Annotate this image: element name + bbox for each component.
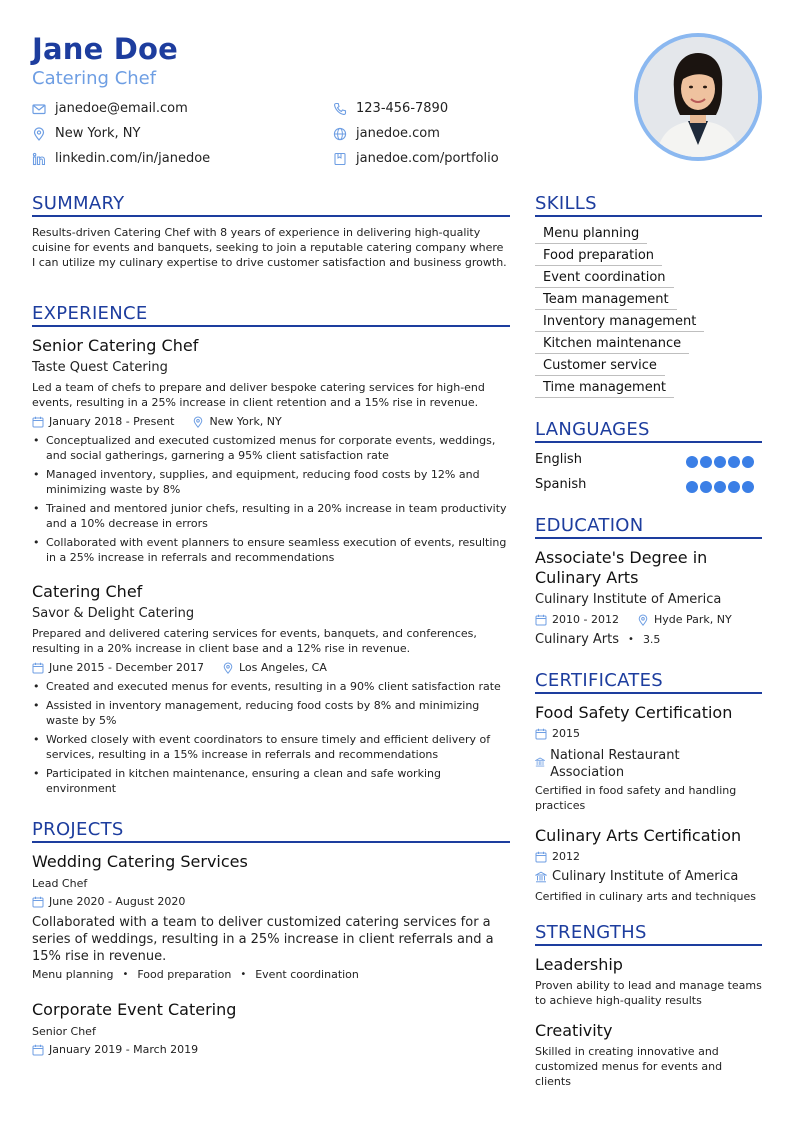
project-meta bbox=[32, 1043, 198, 1056]
project-dates: January 2019 - March 2019 bbox=[49, 1043, 199, 1056]
summary-text: Results-driven Catering Chef with 8 years of experience in delivering high-quality cuisine for events and banquets, seeking to join a reputable catering company where I can utilize my culinary expertise to drive customer satisfaction and business growth. bbox=[32, 226, 507, 269]
list-item: • Worked closely with event coordinators to ensure timely and efficient delivery of services, resulting in a 15% increase in referrals and recommendations bbox=[32, 732, 510, 762]
certificate-issuer: National Restaurant Association bbox=[550, 748, 680, 780]
profile-photo bbox=[634, 33, 762, 161]
certificate-issuer: Culinary Institute of America bbox=[552, 869, 739, 884]
language-name: English bbox=[535, 452, 582, 467]
education-heading: EDUCATION bbox=[535, 515, 644, 536]
contact-email-text: janedoe@email.com bbox=[55, 101, 188, 116]
tag-separator: • bbox=[122, 969, 129, 980]
calendar-icon bbox=[32, 896, 44, 908]
project-tag: Food preparation bbox=[137, 968, 232, 981]
linkedin-icon bbox=[32, 152, 46, 166]
certificates-divider bbox=[535, 692, 762, 694]
portfolio-icon bbox=[333, 152, 347, 166]
strength-description: Skilled in creating innovative and customized menus for events and clients bbox=[535, 1045, 723, 1088]
mail-icon bbox=[32, 102, 46, 116]
project-description: Collaborated with a team to deliver customized catering services for a series of weddings, resulting in a 25% increase in client referrals and a 15% rise in revenue. bbox=[32, 915, 494, 964]
proficiency-dot bbox=[700, 456, 712, 468]
job-company: Taste Quest Catering bbox=[32, 360, 168, 375]
education-meta bbox=[535, 613, 732, 626]
certificate-description: Certified in culinary arts and techniques bbox=[535, 890, 756, 903]
project-role: Lead Chef bbox=[32, 877, 88, 890]
education-field-gpa bbox=[535, 632, 660, 647]
job-location: New York, NY bbox=[209, 415, 282, 428]
calendar-icon bbox=[535, 728, 547, 740]
field-separator: • bbox=[628, 634, 634, 645]
job-title: Senior Catering Chef bbox=[32, 336, 199, 355]
project-tags bbox=[32, 968, 359, 981]
contact-location bbox=[32, 126, 140, 141]
project-tag: Event coordination bbox=[255, 968, 359, 981]
certificate-issuer-row bbox=[535, 869, 738, 884]
education-divider bbox=[535, 537, 762, 539]
proficiency-dot bbox=[728, 481, 740, 493]
candidate-name: Jane Doe bbox=[32, 32, 179, 66]
certificates-heading: CERTIFICATES bbox=[535, 670, 663, 691]
list-item: • Created and executed menus for events, resulting in a 90% client satisfaction rate bbox=[32, 679, 510, 694]
project-title: Corporate Event Catering bbox=[32, 1000, 237, 1019]
project-title: Wedding Catering Services bbox=[32, 852, 248, 871]
projects-divider bbox=[32, 841, 510, 843]
job-achievements bbox=[32, 433, 510, 569]
proficiency-dot bbox=[728, 456, 740, 468]
job-meta bbox=[32, 415, 282, 428]
project-tag: Menu planning bbox=[32, 968, 114, 981]
calendar-icon bbox=[535, 851, 547, 863]
skill-tag: Menu planning bbox=[535, 226, 647, 244]
skill-tag: Food preparation bbox=[535, 248, 662, 266]
contact-portfolio-text: janedoe.com/portfolio bbox=[356, 151, 499, 166]
calendar-icon bbox=[32, 416, 44, 428]
calendar-icon bbox=[32, 662, 44, 674]
strength-name: Leadership bbox=[535, 955, 623, 974]
proficiency-dot bbox=[742, 481, 754, 493]
project-dates: June 2020 - August 2020 bbox=[49, 895, 186, 908]
education-school: Culinary Institute of America bbox=[535, 592, 722, 607]
proficiency-dot bbox=[742, 456, 754, 468]
job-company: Savor & Delight Catering bbox=[32, 606, 195, 621]
experience-divider bbox=[32, 325, 510, 327]
skill-tag: Customer service bbox=[535, 358, 665, 376]
summary-heading: SUMMARY bbox=[32, 193, 125, 214]
contact-website-text: janedoe.com bbox=[356, 126, 440, 141]
certificate-name: Food Safety Certification bbox=[535, 703, 733, 722]
summary-divider bbox=[32, 215, 510, 217]
location-pin-icon bbox=[637, 614, 649, 626]
skill-tag: Event coordination bbox=[535, 270, 674, 288]
calendar-icon bbox=[535, 614, 547, 626]
list-item: • Assisted in inventory management, reducing food costs by 8% and minimizing waste by 5% bbox=[32, 698, 510, 728]
list-item: • Conceptualized and executed customized menus for corporate events, weddings, and social gatherings, garnering a 95% client satisfaction rate bbox=[32, 433, 510, 463]
proficiency-dot bbox=[714, 456, 726, 468]
certificate-name: Culinary Arts Certification bbox=[535, 826, 742, 845]
proficiency-dot bbox=[714, 481, 726, 493]
proficiency-dot bbox=[700, 481, 712, 493]
project-role: Senior Chef bbox=[32, 1025, 96, 1038]
contact-linkedin-text: linkedin.com/in/janedoe bbox=[55, 151, 211, 166]
language-level-dots bbox=[686, 481, 754, 493]
certificate-year-row bbox=[535, 850, 580, 863]
projects-heading: PROJECTS bbox=[32, 819, 124, 840]
education-field: Culinary Arts bbox=[535, 632, 620, 647]
skill-tag: Time management bbox=[535, 380, 674, 398]
location-pin-icon bbox=[192, 416, 204, 428]
list-item: • Managed inventory, supplies, and equipment, reducing food costs by 12% and minimizing waste by 8% bbox=[32, 467, 510, 497]
skills-divider bbox=[535, 215, 762, 217]
strength-name: Creativity bbox=[535, 1021, 613, 1040]
job-title: Catering Chef bbox=[32, 582, 143, 601]
location-pin-icon bbox=[222, 662, 234, 674]
strength-description: Proven ability to lead and manage teams to achieve high-quality results bbox=[535, 979, 762, 1007]
languages-heading: LANGUAGES bbox=[535, 419, 650, 440]
proficiency-dot bbox=[686, 456, 698, 468]
certificate-year-row bbox=[535, 727, 580, 740]
contact-portfolio[interactable] bbox=[333, 151, 499, 166]
candidate-role: Catering Chef bbox=[32, 68, 157, 89]
proficiency-dot bbox=[686, 481, 698, 493]
globe-icon bbox=[333, 127, 347, 141]
languages-divider bbox=[535, 441, 762, 443]
project-meta bbox=[32, 895, 185, 908]
tag-separator: • bbox=[240, 969, 247, 980]
education-gpa: 3.5 bbox=[642, 633, 661, 646]
education-location: Hyde Park, NY bbox=[653, 613, 732, 626]
skill-tag: Team management bbox=[535, 292, 677, 310]
job-dates: June 2015 - December 2017 bbox=[49, 661, 204, 674]
institution-icon bbox=[535, 871, 547, 883]
skills-heading: SKILLS bbox=[535, 193, 597, 214]
strengths-heading: STRENGTHS bbox=[535, 922, 647, 943]
certificate-issuer-row bbox=[535, 747, 725, 781]
calendar-icon bbox=[32, 1044, 44, 1056]
certificate-year: 2015 bbox=[552, 727, 580, 740]
language-level-dots bbox=[686, 456, 754, 468]
job-location: Los Angeles, CA bbox=[238, 661, 327, 674]
skill-tag: Kitchen maintenance bbox=[535, 336, 689, 354]
list-item: • Participated in kitchen maintenance, ensuring a clean and safe working environment bbox=[32, 766, 510, 796]
job-meta bbox=[32, 661, 327, 674]
certificate-year: 2012 bbox=[552, 850, 580, 863]
job-achievements bbox=[32, 679, 510, 800]
experience-heading: EXPERIENCE bbox=[32, 303, 148, 324]
contact-website[interactable] bbox=[333, 126, 440, 141]
contact-linkedin[interactable] bbox=[32, 151, 210, 166]
strengths-divider bbox=[535, 944, 762, 946]
contact-email[interactable] bbox=[32, 101, 188, 116]
job-dates: January 2018 - Present bbox=[49, 415, 175, 428]
contact-phone[interactable] bbox=[333, 101, 448, 116]
education-degree: Associate's Degree in Culinary Arts bbox=[535, 548, 708, 587]
avatar-portrait bbox=[638, 37, 758, 157]
contact-phone-text: 123-456-7890 bbox=[356, 101, 449, 116]
job-description: Led a team of chefs to prepare and deliver bespoke catering services for high-end events, resulting in a 25% increase in client retention and a 15% rise in revenue. bbox=[32, 381, 485, 409]
skill-tag: Inventory management bbox=[535, 314, 704, 332]
certificate-description: Certified in food safety and handling practices bbox=[535, 784, 737, 812]
institution-icon bbox=[535, 756, 545, 768]
job-description: Prepared and delivered catering services for events, banquets, and conferences, resulting in a 20% increase in client base and a 12% rise in revenue. bbox=[32, 627, 477, 655]
education-dates: 2010 - 2012 bbox=[552, 613, 619, 626]
location-pin-icon bbox=[32, 127, 46, 141]
phone-icon bbox=[333, 102, 347, 116]
contact-location-text: New York, NY bbox=[55, 126, 141, 141]
language-name: Spanish bbox=[535, 477, 587, 492]
list-item: • Collaborated with event planners to ensure seamless execution of events, resulting in a 25% increase in referrals and recommendations bbox=[32, 535, 510, 565]
list-item: • Trained and mentored junior chefs, resulting in a 20% increase in team productivity and a 10% decrease in errors bbox=[32, 501, 510, 531]
